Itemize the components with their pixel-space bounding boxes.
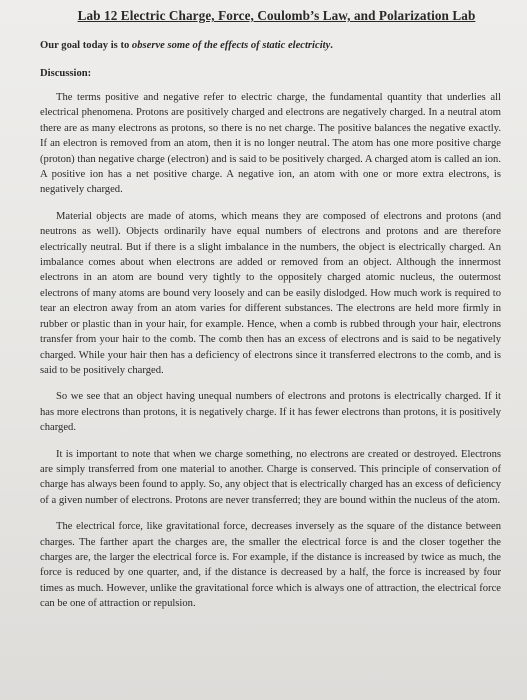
paragraph-charge-basics: The terms positive and negative refer to electric charge, the fundamental quantity that underlies all electrical phenomena. Protons are positively charged and electrons are negatively charged. In a neutral atom there are as many electrons as protons, so there is no net charge. The positive balances the negative exactly. If an electron is removed from an atom, then it is no longer neutral. The atom has one more positive charge (proton) than negative charge (electron) and is said to be positively charged. A charged atom is called an ion. A positive ion has a net positive charge. A negative ion, an atom with one or more extra electrons, is negatively charged.	[40, 92, 501, 196]
paragraph-conservation: It is important to note that when we charge something, no electrons are created or destroyed. Electrons are simply transferred from one material to another. Charge is conserved. This principle of conservation of charge has always been found to apply. So, any object that is electrically charged has an excess of deficiency of a given number of electrons. Protons are never transferred; they are bound within the nucleus of the atom.	[40, 448, 501, 506]
paragraph-electrical-force: The electrical force, like gravitational force, decreases inversely as the square of the distance between charges. The farther apart the charges are, the smaller the electrical force is and the closer together the charges are, the larger the electrical force is. For example, if the distance is increased by twice as much, the force is reduced by one quarter, and, if the distance is decreased by a half, the force is increased by four times as much. However, unlike the gravitational force which is always one of attraction, the electrical force can be one of attraction or repulsion.	[40, 521, 501, 610]
discussion-heading: Discussion:	[40, 68, 92, 79]
paragraph-unequal-numbers: So we see that an object having unequal numbers of electrons and protons is electrically charged. If it has more electrons than protons, it is negatively charge. If it has fewer electrons than protons, it is positively charged.	[40, 391, 501, 434]
goal-emphasis: observe some of the effects of static electricity	[131, 40, 331, 51]
document-title: Lab 12 Electric Charge, Force, Coulomb’s Law, and Polarization Lab	[77, 8, 476, 23]
goal-statement	[40, 40, 501, 51]
goal-suffix: .	[330, 40, 333, 51]
paragraph-material-objects: Material objects are made of atoms, which means they are composed of electrons and protons (and neutrons as well). Objects ordinarily have equal numbers of electrons and protons and are therefore electrically neutral. But if there is a slight imbalance in the numbers, the object is electrically charged. An imbalance comes about when electrons are added or removed from an object. Although the innermost electrons in an atom are bound very tightly to the oppositely charged atomic nucleus, the outermost electrons of many atoms are bound very loosely and can be easily dislodged. How much work is required to tear an electron away from an atom varies for different substances. The electrons are held more firmly in rubber or plastic than in your hair, for example. Hence, when a comb is rubbed through your hair, electrons transfer from your hair to the comb. The comb then has an excess of electrons and is said to be negatively charged. While your hair then has a deficiency of electrons since it transferred electrons to the comb, and is said to be positively charged.	[40, 210, 501, 376]
goal-prefix: Our goal today is to	[40, 40, 132, 51]
